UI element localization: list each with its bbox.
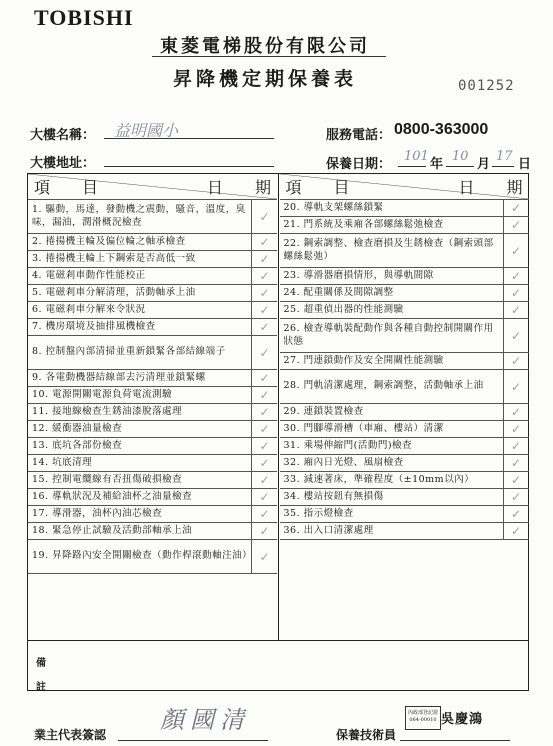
check-mark-icon[interactable]: ✓ — [251, 421, 277, 437]
check-mark-icon[interactable]: ✓ — [251, 506, 277, 522]
check-mark-icon[interactable]: ✓ — [503, 438, 529, 454]
technician-name: 吳慶鴻 — [441, 712, 484, 727]
check-mark-icon[interactable]: ✓ — [251, 404, 277, 420]
check-mark-icon[interactable]: ✓ — [503, 234, 529, 267]
check-mark-icon[interactable]: ✓ — [503, 506, 529, 522]
checklist-row-right — [280, 200, 529, 217]
checklist-item-text: 9. 各電動機器結線部去污清理並鎖緊螺 — [32, 371, 206, 383]
brand-logo: TOBISHI — [34, 5, 134, 30]
check-mark-icon[interactable]: ✓ — [251, 472, 277, 488]
owner-rep-line — [118, 740, 268, 741]
remarks-label: 備註 — [36, 658, 46, 693]
checklist-row-right — [280, 489, 529, 506]
date-day-line — [492, 166, 514, 167]
check-mark-icon[interactable]: ✓ — [251, 285, 277, 301]
checklist-item-text: 2. 捲揚機主輪及偏位輪之軸承檢查 — [32, 235, 186, 247]
check-mark-icon[interactable]: ✓ — [503, 489, 529, 505]
checklist-row-left — [28, 234, 277, 251]
company-underline — [152, 56, 386, 57]
checklist-item-text: 17. 導滑器，油杯內油芯檢查 — [32, 507, 163, 519]
checklist-item-text: 5. 電磁剎車分解清理，活動軸承上油 — [32, 286, 196, 298]
checklist-row-left — [28, 370, 277, 387]
checklist-row-right — [280, 217, 529, 234]
checklist-row-right — [280, 353, 529, 370]
checklist-row-left — [28, 438, 277, 455]
check-mark-icon[interactable]: ✓ — [251, 200, 277, 233]
service-phone-label: 服務電話： — [326, 128, 392, 143]
checklist-row-left — [28, 523, 277, 540]
check-mark-icon[interactable]: ✓ — [251, 455, 277, 471]
checklist-row-right — [280, 268, 529, 285]
date-year-value[interactable]: 101 — [404, 149, 429, 164]
check-mark-icon[interactable]: ✓ — [251, 438, 277, 454]
checklist-item-text: 26. 檢查導軌裝配動作與各種自動控制開關作用狀態 — [283, 322, 494, 347]
check-mark-icon[interactable]: ✓ — [251, 268, 277, 284]
check-mark-icon[interactable]: ✓ — [503, 200, 529, 216]
checklist-item-text: 34. 樓站按鈕有無損傷 — [283, 490, 384, 502]
service-phone-value: 0800-363000 — [394, 121, 489, 138]
checklist-item-text: 25. 超重偵出器的性能測驗 — [283, 303, 404, 315]
checklist-item-text: 14. 坑底清理 — [32, 456, 93, 468]
checklist-item-text: 4. 電磁剎車動作性能校正 — [32, 269, 146, 281]
checklist-row-right — [280, 472, 529, 489]
checklist-row-left — [28, 268, 277, 285]
checklist-row-left — [28, 319, 277, 336]
header-date-label: 日 期 — [206, 178, 271, 197]
checklist-item-text: 16. 導軌狀況及補給油杯之油量檢查 — [32, 490, 193, 502]
check-mark-icon[interactable]: ✓ — [503, 472, 529, 488]
check-mark-icon[interactable]: ✓ — [251, 523, 277, 539]
checklist-item-text: 31. 乘場伸縮門(活動門)檢查 — [283, 439, 413, 451]
serial-number: 001252 — [458, 78, 515, 94]
checklist-row-left — [28, 489, 277, 506]
check-mark-icon[interactable]: ✓ — [251, 370, 277, 386]
date-month-line — [446, 166, 474, 167]
table-header-right — [280, 174, 529, 200]
remarks-divider — [28, 640, 528, 641]
checklist-row-right — [280, 302, 529, 319]
check-mark-icon[interactable]: ✓ — [503, 217, 529, 233]
check-mark-icon[interactable]: ✓ — [251, 336, 277, 369]
checklist-row-left — [28, 421, 277, 438]
checklist-item-text: 23. 導滑器磨損情形，與導軌間隙 — [283, 269, 434, 281]
checklist-item-text: 19. 昇降路內安全開關檢查（動作桿滾動軸注油） — [32, 550, 253, 562]
checklist-item-text: 13. 底坑各部份檢查 — [32, 439, 123, 451]
checklist-row-left — [28, 455, 277, 472]
building-name-value[interactable]: 益明國小 — [114, 121, 179, 140]
date-year-unit: 年 — [430, 157, 444, 172]
check-mark-icon[interactable]: ✓ — [251, 387, 277, 403]
checklist-row-right — [280, 285, 529, 302]
checklist-row-left — [28, 200, 277, 234]
checklist-row-right — [280, 438, 529, 455]
checklist-row-right — [280, 234, 529, 268]
checklist-table — [27, 173, 529, 691]
checklist-row-left — [28, 387, 277, 404]
building-address-label: 大樓地址： — [30, 156, 96, 171]
date-month-value[interactable]: 10 — [452, 149, 469, 164]
date-day-unit: 日 — [518, 157, 532, 172]
checklist-row-left — [28, 540, 277, 574]
check-mark-icon[interactable]: ✓ — [251, 489, 277, 505]
check-mark-icon[interactable]: ✓ — [503, 319, 529, 352]
date-day-value[interactable]: 17 — [496, 149, 513, 164]
checklist-item-text: 22. 鋼索調整、檢查磨損及生銹檢查（鋼索頭部螺絲鬆弛） — [283, 237, 494, 262]
checklist-item-text: 20. 導軌支架螺絲鎖緊 — [283, 201, 384, 213]
checklist-item-text: 3. 捲揚機主輪上下鋼索是否高低一致 — [32, 252, 196, 264]
technician-label: 保養技術員 — [336, 728, 397, 742]
form-title: 昇降機定期保養表 — [172, 68, 357, 90]
checklist-item-text: 1. 驅動，馬達，發動機之震動，騷音，溫度，臭味，漏油，潤滑概況檢查 — [32, 203, 246, 228]
header-item-label: 項 目 — [285, 178, 350, 197]
checklist-row-right — [280, 404, 529, 421]
maintenance-date-label: 保養日期： — [326, 157, 392, 172]
owner-rep-signature[interactable]: 顏國清 — [160, 706, 250, 734]
checklist-item-text: 21. 門系統及乘廂各部螺絲鬆弛檢查 — [283, 218, 444, 230]
checklist-item-text: 35. 指示燈檢查 — [283, 507, 354, 519]
checklist-item-text: 8. 控制盤內部清掃並重新鎖緊各部結線端子 — [32, 346, 226, 358]
check-mark-icon[interactable]: ✓ — [503, 523, 529, 539]
header-date-label: 日 期 — [458, 178, 523, 197]
check-mark-icon[interactable]: ✓ — [251, 302, 277, 318]
checklist-row-left — [28, 506, 277, 523]
checklist-item-text: 30. 門腳導滑槽（車廂、樓站）清潔 — [283, 422, 444, 434]
checklist-row-right — [280, 506, 529, 523]
company-name: 東菱電梯股份有限公司 — [160, 36, 370, 57]
checklist-row-right — [280, 421, 529, 438]
date-year-line — [398, 166, 426, 167]
table-header-left — [28, 174, 277, 200]
checklist-item-text: 6. 電磁剎車分解來令狀況 — [32, 303, 146, 315]
checklist-item-text: 27. 門連鎖動作及安全開關性能測驗 — [283, 354, 444, 366]
check-mark-icon[interactable]: ✓ — [503, 302, 529, 318]
checklist-item-text: 32. 廂內日光燈、風扇檢查 — [283, 456, 404, 468]
checklist-item-text: 12. 緩衝器油量檢查 — [32, 422, 123, 434]
checklist-item-text: 33. 減速著床，準確程度（±10mm以內） — [283, 473, 475, 485]
checklist-row-left — [28, 472, 277, 489]
technician-line — [400, 740, 510, 741]
check-mark-icon[interactable]: ✓ — [503, 268, 529, 284]
check-mark-icon[interactable]: ✓ — [503, 455, 529, 471]
checklist-row-left — [28, 404, 277, 421]
building-name-label: 大樓名稱： — [30, 128, 96, 143]
check-mark-icon[interactable]: ✓ — [251, 319, 277, 335]
checklist-item-text: 10. 電源開關電源負荷電流測驗 — [32, 388, 173, 400]
checklist-row-right — [280, 319, 529, 353]
check-mark-icon[interactable]: ✓ — [503, 285, 529, 301]
building-address-line — [104, 166, 274, 167]
checklist-item-text: 18. 緊急停止試驗及活動部軸承上油 — [32, 524, 193, 536]
check-mark-icon[interactable]: ✓ — [251, 251, 277, 267]
checklist-item-text: 24. 配重關係及間隙調整 — [283, 286, 394, 298]
technician-stamp: 內政部登記證 064-00010 — [405, 706, 441, 730]
checklist-row-left — [28, 285, 277, 302]
checklist-item-text: 7. 機房環境及抽排風機檢查 — [32, 320, 156, 332]
checklist-row-left — [28, 302, 277, 319]
owner-rep-label: 業主代表簽認 — [34, 728, 107, 742]
checklist-row-left — [28, 336, 277, 370]
header-item-label: 項 目 — [34, 178, 99, 197]
check-mark-icon[interactable]: ✓ — [503, 404, 529, 420]
check-mark-icon[interactable]: ✓ — [503, 421, 529, 437]
checklist-row-left — [28, 251, 277, 268]
checklist-item-text: 29. 連鎖裝置檢查 — [283, 405, 364, 417]
check-mark-icon[interactable]: ✓ — [251, 540, 277, 573]
date-month-unit: 月 — [477, 157, 491, 172]
checklist-item-text: 36. 出入口清潔處理 — [283, 524, 374, 536]
checklist-row-right — [280, 455, 529, 472]
check-mark-icon[interactable]: ✓ — [251, 234, 277, 250]
checklist-item-text: 15. 控制電纜線有否扭傷破損檢查 — [32, 473, 183, 485]
check-mark-icon[interactable]: ✓ — [503, 353, 529, 369]
checklist-row-right — [280, 523, 529, 540]
checklist-item-text: 28. 門軌清潔處理，鋼索調整，活動軸承上油 — [283, 380, 484, 392]
checklist-item-text: 11. 接地線檢查生銹油漆脫落處理 — [32, 405, 183, 417]
checklist-row-right — [280, 370, 529, 404]
check-mark-icon[interactable]: ✓ — [503, 370, 529, 403]
